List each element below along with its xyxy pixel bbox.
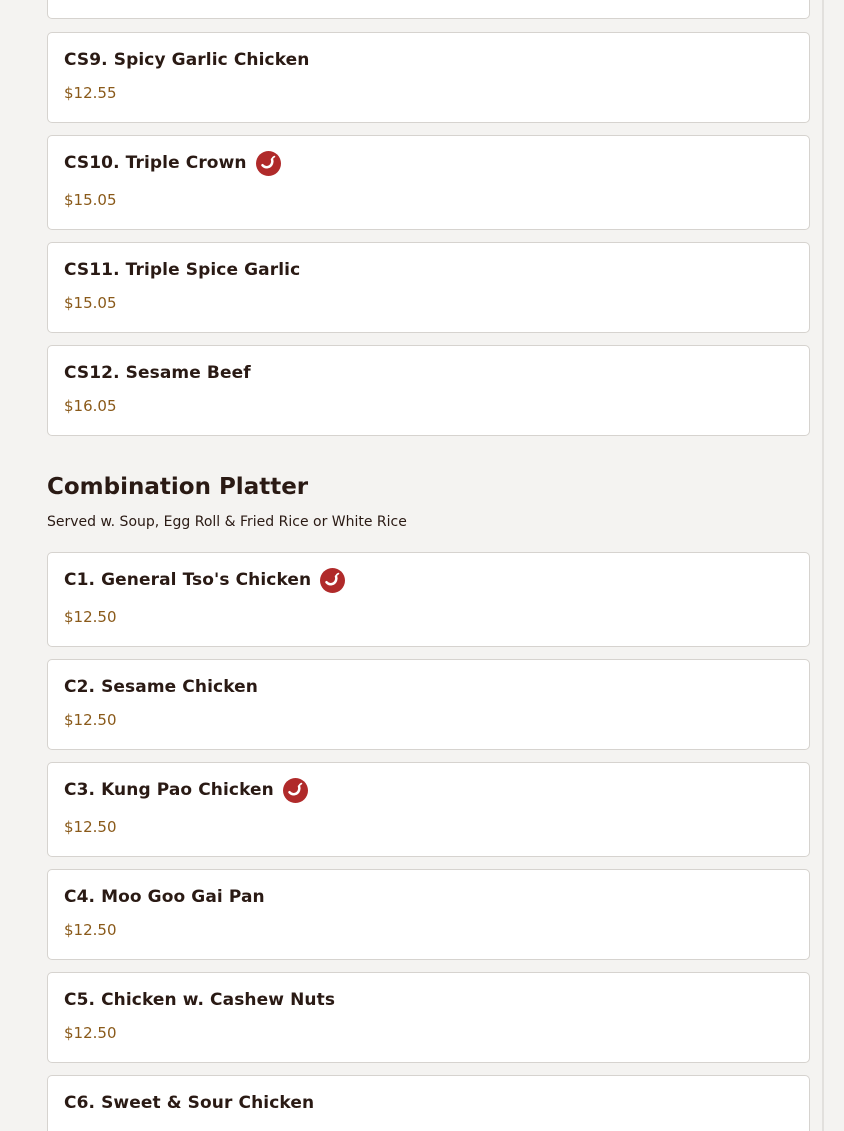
menu-item-card[interactable] [47,972,810,1063]
menu-item-title: CS12. Sesame Beef [64,363,251,383]
menu-item-title: CS10. Triple Crown [64,153,247,173]
menu-item-title: CS9. Spicy Garlic Chicken [64,50,310,70]
chili-pepper-icon [283,778,308,803]
menu-item-price: $12.50 [64,921,117,939]
menu-item-card[interactable] [47,1075,810,1131]
menu-item-price: $15.05 [64,294,117,312]
menu-item-price: $12.50 [64,711,117,729]
menu-item-price: $12.50 [64,818,117,836]
section-subtitle: Served w. Soup, Egg Roll & Fried Rice or White Rice [47,514,407,530]
menu-item-title: C1. General Tso's Chicken [64,570,312,590]
menu-item-card-partial[interactable] [47,0,810,19]
menu-item-card[interactable] [47,762,810,857]
section-title: Combination Platter [47,474,309,500]
menu-item-card[interactable] [47,869,810,960]
menu-item-price: $16.05 [64,397,117,415]
menu-item-title: C4. Moo Goo Gai Pan [64,887,265,907]
page-right-divider [822,0,824,1131]
menu-item-card[interactable] [47,552,810,647]
menu-item-card[interactable] [47,135,810,230]
menu-item-title: CS11. Triple Spice Garlic [64,260,301,280]
menu-item-title: C6. Sweet & Sour Chicken [64,1093,315,1113]
menu-item-price: $12.50 [64,608,117,626]
chili-pepper-icon [320,568,345,593]
menu-item-price: $12.50 [64,1024,117,1042]
menu-item-card[interactable] [47,242,810,333]
menu-item-price: $15.05 [64,191,117,209]
menu-item-price: $12.55 [64,84,117,102]
menu-item-title: C2. Sesame Chicken [64,677,258,697]
chili-pepper-icon [256,151,281,176]
menu-item-card[interactable] [47,345,810,436]
menu-item-title: C3. Kung Pao Chicken [64,780,274,800]
menu-item-title: C5. Chicken w. Cashew Nuts [64,990,336,1010]
menu-item-card[interactable] [47,659,810,750]
menu-item-card[interactable] [47,32,810,123]
